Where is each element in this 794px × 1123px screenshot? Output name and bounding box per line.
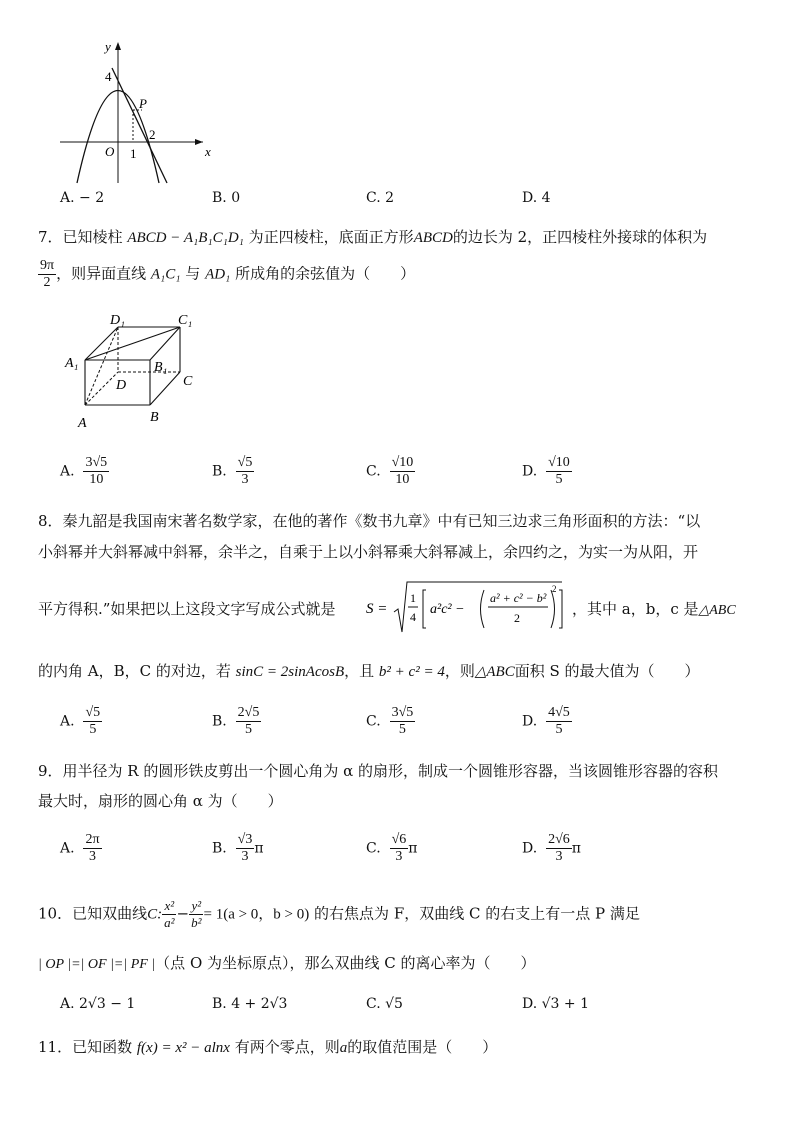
q6-option-d[interactable]: D. 4 — [522, 190, 551, 206]
q8-line3b: ，其中 a，b，c 是△ABC — [572, 600, 736, 618]
q8-line4: 的内角 A，B，C 的对边，若 sinC = 2sinAcosB，且 b² + c² = 4，则△ABC面积 S 的最大值为（ ） — [38, 662, 700, 680]
q9-option-d[interactable]: D. $\frac{2√6}{3}$ π — [522, 832, 581, 864]
q9-line1: 9．用半径为 R 的圆形铁皮剪出一个圆心角为 α 的扇形，制成一个圆锥形容器，当该圆锥形容器的容积 — [38, 762, 719, 780]
q11-line1: 11．已知函数 f(x) = x² − alnx 有两个零点，则a的取值范围是（ ） — [38, 1038, 498, 1056]
x-label: x — [205, 144, 211, 159]
q7-option-d[interactable]: D. $\frac{√10}{5}$ — [522, 455, 570, 487]
q8-option-c[interactable]: C. $\frac{3√5}{5}$ — [366, 705, 414, 737]
q7-option-b[interactable]: B. $\frac{√5}{3}$ — [212, 455, 253, 487]
label-d: D — [116, 378, 127, 393]
y-label: y — [105, 39, 111, 54]
label-b1: B₁ — [154, 360, 168, 375]
label-c1: C₁ — [178, 313, 193, 328]
qin-formula — [366, 580, 566, 636]
label-c: C — [183, 374, 193, 389]
q10-option-b[interactable]: B. 4 + 2√3 — [212, 996, 288, 1012]
function-graph — [55, 38, 215, 188]
tangent-line — [112, 68, 167, 183]
q6-option-a[interactable]: A. − 2 — [60, 190, 105, 206]
svg-text:S =: S = — [366, 601, 388, 617]
q8-option-a[interactable]: A. $\frac{√5}{5}$ — [60, 705, 101, 737]
svg-text:1: 1 — [410, 591, 416, 605]
q10-line2: | OP |=| OF |=| PF |（点 O 为坐标原点），那么双曲线 C 的离心率为（ ） — [38, 954, 536, 972]
q7-option-c[interactable]: C. $\frac{√10}{10}$ — [366, 455, 414, 487]
q7-option-a[interactable]: A. $\frac{3√5}{10}$ — [60, 455, 108, 487]
q8-line3a: 平方得积.”如果把以上这段文字写成公式就是 — [38, 600, 336, 618]
q9-option-c[interactable]: C. $\frac{√6}{3}$ π — [366, 832, 418, 864]
tick-2: 2 — [149, 127, 156, 142]
label-b: B — [150, 410, 159, 425]
q9-option-b[interactable]: B. $\frac{√3}{3}$ π — [212, 832, 264, 864]
tick-4: 4 — [105, 69, 112, 84]
q7-line2: $\frac{9\pi}{2}$ ，则异面直线 A₁C₁ 与 AD₁ 所成角的余弦值为（ ） — [40, 258, 416, 290]
q9-option-a[interactable]: A. $\frac{2\pi}{3}$ — [60, 832, 100, 864]
label-a1: A₁ — [65, 356, 79, 371]
q10-option-a[interactable]: A. 2√3 − 1 — [60, 996, 136, 1012]
prism-figure — [60, 305, 210, 435]
svg-text:a²c² −: a²c² − — [430, 602, 465, 617]
label-a: A — [78, 416, 87, 431]
q8-option-d[interactable]: D. $\frac{4√5}{5}$ — [522, 705, 570, 737]
svg-text:4: 4 — [410, 610, 416, 624]
origin-label: O — [105, 144, 115, 159]
q10-option-c[interactable]: C. √5 — [366, 996, 403, 1012]
label-d1: D₁ — [110, 313, 125, 328]
q6-option-b[interactable]: B. 0 — [212, 190, 241, 206]
svg-text:2: 2 — [514, 611, 520, 625]
q6-option-c[interactable]: C. 2 — [366, 190, 395, 206]
q10-option-d[interactable]: D. √3 + 1 — [522, 996, 589, 1012]
q8-option-b[interactable]: B. $\frac{2√5}{5}$ — [212, 705, 260, 737]
tick-1: 1 — [130, 146, 137, 161]
q9-line2: 最大时，扇形的圆心角 α 为（ ） — [38, 792, 283, 810]
q8-line1: 8．秦九韶是我国南宋著名数学家，在他的著作《数书九章》中有已知三边求三角形面积的方法：“以 — [38, 512, 701, 530]
svg-text:a² + c² − b²: a² + c² − b² — [490, 591, 547, 605]
q8-line2: 小斜幂并大斜幂减中斜幂，余半之，自乘于上以小斜幂乘大斜幂减上，余四约之，为实一为从阳，开 — [38, 543, 699, 561]
q10-line1: 10．已知双曲线C: $\frac{\text{x²}}{\text{a²}}$ − $\frac{\text{y²}}{\text{b²}}$ = 1(a > 0，b > 0) 的右焦点为 F，双曲线 C 的右支上有一点 P 满足 — [38, 898, 640, 930]
svg-text:2: 2 — [552, 584, 557, 594]
q7-line1: 7．已知棱柱 ABCD − A₁B₁C₁D₁ 为正四棱柱，底面正方形ABCD的边长为 2，正四棱柱外接球的体积为 — [38, 228, 708, 246]
point-p-label: P — [139, 96, 147, 111]
